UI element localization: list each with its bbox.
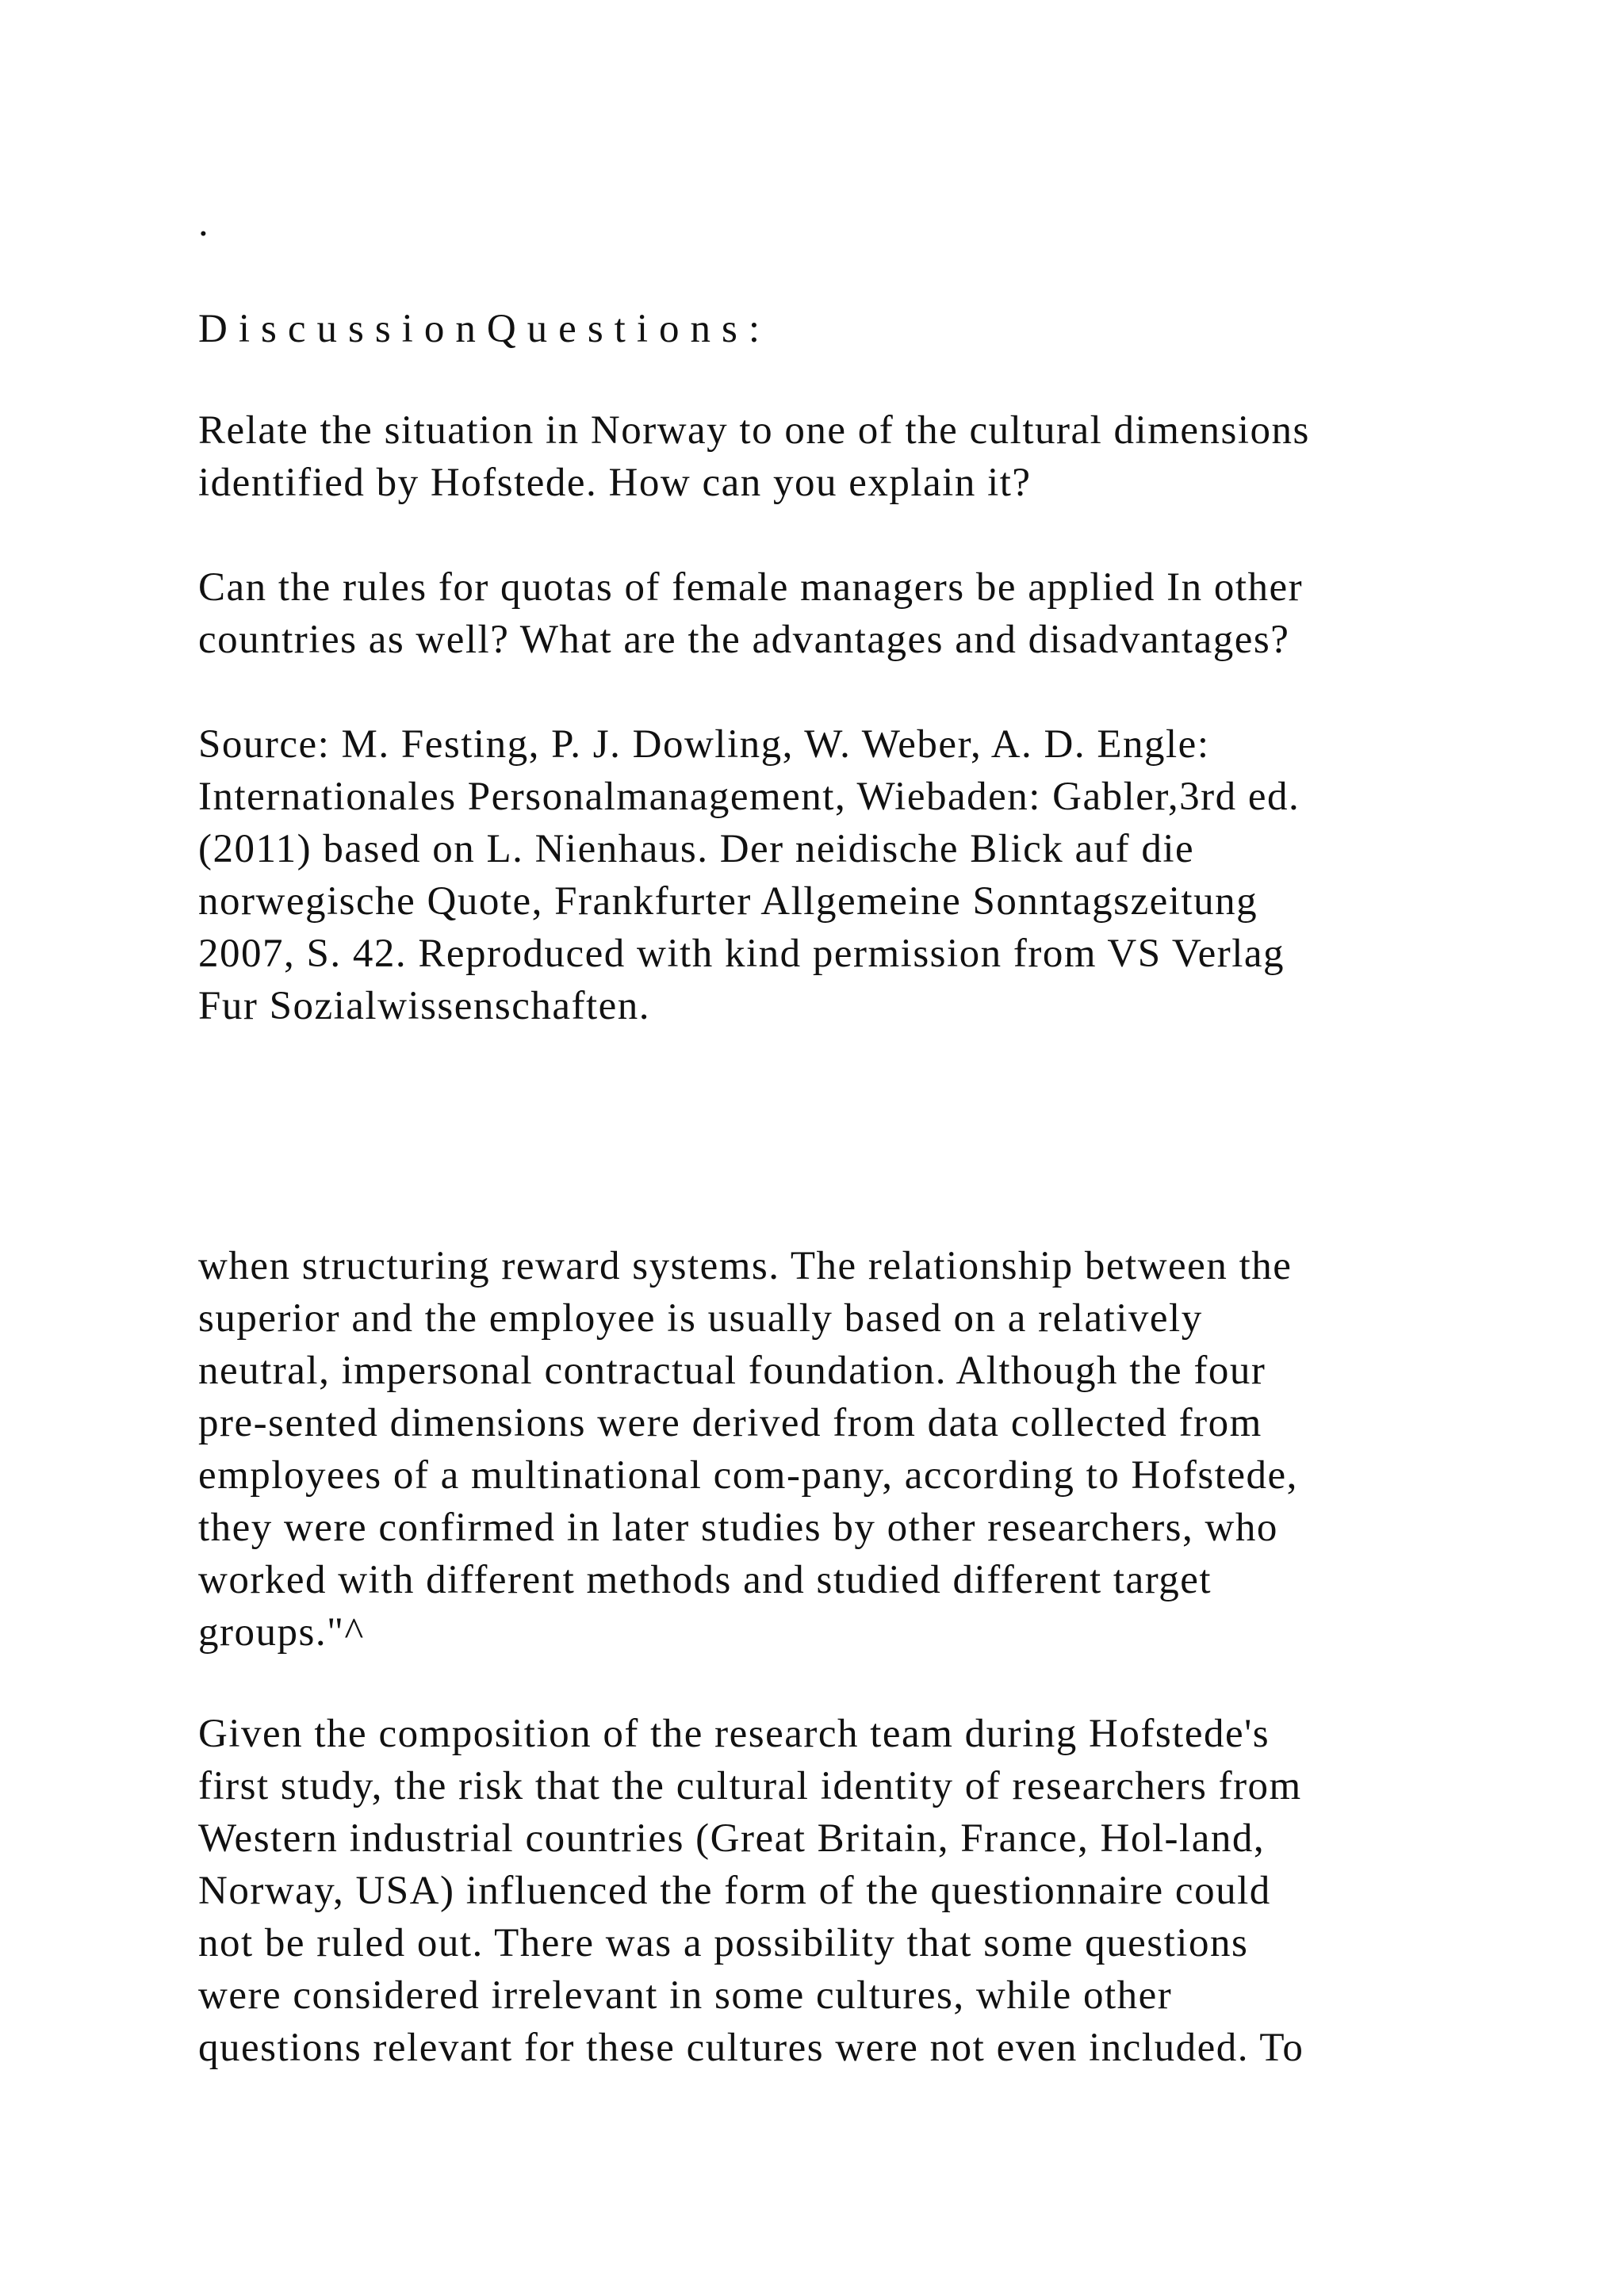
heading-text: DiscussionQuestions: [198, 307, 772, 351]
paragraph-line: Source: M. Festing, P. J. Dowling, W. Weber, A. D. Engle: [198, 722, 1210, 767]
paragraph-line: identified by Hofstede. How can you explain it? [198, 461, 1032, 505]
paragraph-line: pre-sented dimensions were derived from data collected from [198, 1401, 1262, 1445]
source-citation-paragraph [198, 718, 1562, 1032]
paragraph-line: superior and the employee is usually based on a relatively [198, 1296, 1203, 1341]
question-1-paragraph [198, 404, 1562, 509]
paragraph-line: Western industrial countries (Great Britain, France, Hol-land, [198, 1816, 1266, 1861]
paragraph-line: they were confirmed in later studies by other researchers, who [198, 1506, 1278, 1550]
paragraph-line: 2007, S. 42. Reproduced with kind permission from VS Verlag [198, 932, 1285, 976]
paragraph-line: Given the composition of the research team during Hofstede's [198, 1712, 1270, 1756]
reward-systems-paragraph [198, 1240, 1562, 1659]
dot-text: . [198, 201, 210, 245]
paragraph-line: countries as well? What are the advantages and disadvantages? [198, 618, 1290, 662]
paragraph-line: not be ruled out. There was a possibility that some questions [198, 1921, 1249, 1965]
question-2-paragraph [198, 561, 1562, 666]
stray-dot [198, 197, 1562, 249]
paragraph-line: first study, the risk that the cultural identity of researchers from [198, 1764, 1302, 1808]
paragraph-line: (2011) based on L. Nienhaus. Der neidische Blick auf die [198, 827, 1195, 871]
paragraph-line: Norway, USA) influenced the form of the questionnaire could [198, 1869, 1271, 1913]
paragraph-line: employees of a multinational com-pany, according to Hofstede, [198, 1453, 1298, 1498]
paragraph-line: Can the rules for quotas of female managers be applied In other [198, 565, 1304, 610]
paragraph-line: when structuring reward systems. The relationship between the [198, 1244, 1293, 1288]
paragraph-line: Internationales Personalmanagement, Wiebaden: Gabler,3rd ed. [198, 775, 1300, 819]
paragraph-line: neutral, impersonal contractual foundation. Although the four [198, 1349, 1266, 1393]
paragraph-line: worked with different methods and studied different target [198, 1558, 1212, 1602]
paragraph-line: Fur Sozialwissenschaften. [198, 984, 651, 1028]
paragraph-line: norwegische Quote, Frankfurter Allgemeine Sonntagszeitung [198, 879, 1258, 924]
discussion-heading [198, 303, 1562, 355]
paragraph-line: were considered irrelevant in some cultures, while other [198, 1973, 1173, 2018]
paragraph-line: groups."^ [198, 1610, 365, 1655]
paragraph-line: Relate the situation in Norway to one of the cultural dimensions [198, 408, 1310, 453]
paragraph-line: questions relevant for these cultures were not even included. To [198, 2026, 1304, 2070]
research-team-paragraph [198, 1708, 1562, 2074]
